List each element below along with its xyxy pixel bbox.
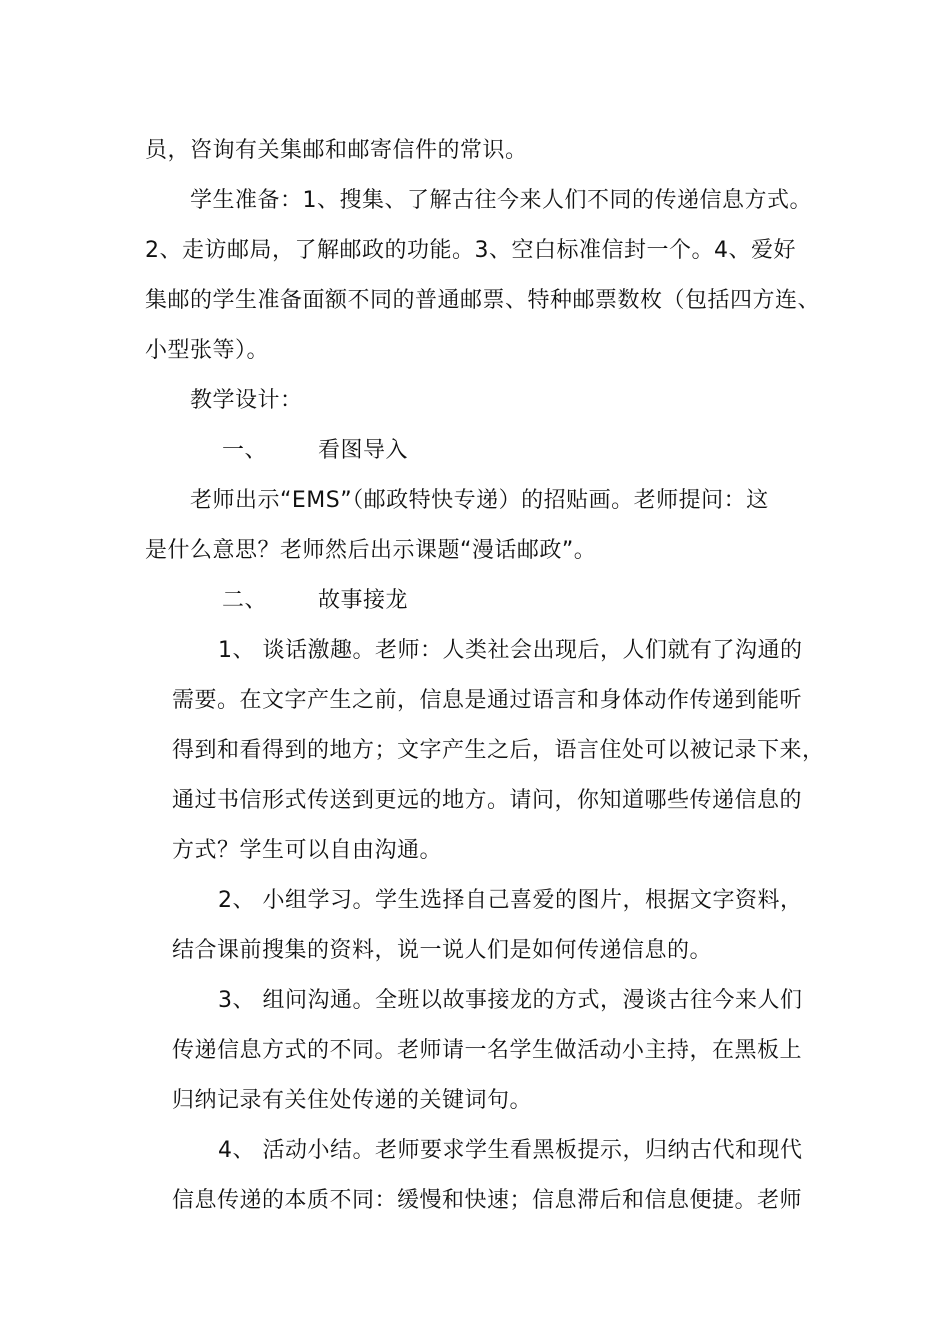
paragraph-line: 小型张等）。 bbox=[145, 338, 270, 363]
heading-title: 故事接龙 bbox=[318, 588, 409, 613]
section-heading: 教学设计： bbox=[190, 388, 303, 413]
list-item-line: 得到和看得到的地方；文字产生之后，语言住处可以被记录下来， bbox=[172, 738, 825, 763]
paragraph-line: 2、走访邮局，了解邮政的功能。3、空白标准信封一个。4、爱好 bbox=[145, 238, 796, 263]
heading-number: 二、 bbox=[222, 588, 268, 613]
list-item-line: 3、 组问沟通。全班以故事接龙的方式，漫谈古往今来人们 bbox=[218, 988, 803, 1013]
list-item-line: 4、 活动小结。老师要求学生看黑板提示，归纳古代和现代 bbox=[218, 1138, 803, 1163]
paragraph-line: 集邮的学生准备面额不同的普通邮票、特种邮票数枚（包括四方连、 bbox=[145, 288, 821, 313]
list-item-line: 2、 小组学习。学生选择自己喜爱的图片，根据文字资料， bbox=[218, 888, 803, 913]
list-item-line: 需要。在文字产生之前，信息是通过语言和身体动作传递到能听 bbox=[172, 688, 803, 713]
heading-title: 看图导入 bbox=[318, 438, 409, 463]
paragraph-line: 老师出示“EMS”（邮政特快专递）的招贴画。老师提问：这 bbox=[190, 488, 769, 513]
list-item-line: 方式？学生可以自由沟通。 bbox=[172, 838, 443, 863]
list-item-line: 信息传递的本质不同：缓慢和快速；信息滞后和信息便捷。老师 bbox=[172, 1188, 803, 1213]
list-item-line: 传递信息方式的不同。老师请一名学生做活动小主持，在黑板上 bbox=[172, 1038, 803, 1063]
list-item-line: 结合课前搜集的资料，说一说人们是如何传递信息的。 bbox=[172, 938, 713, 963]
paragraph-line: 员，咨询有关集邮和邮寄信件的常识。 bbox=[145, 138, 528, 163]
paragraph-line: 是什么意思？老师然后出示课题“漫话邮政”。 bbox=[145, 538, 597, 563]
heading-number: 一、 bbox=[222, 438, 268, 463]
list-item-line: 通过书信形式传送到更远的地方。请问，你知道哪些传递信息的 bbox=[172, 788, 803, 813]
list-item-line: 1、 谈话激趣。老师：人类社会出现后，人们就有了沟通的 bbox=[218, 638, 803, 663]
paragraph-line: 学生准备：1、搜集、了解古往今来人们不同的传递信息方式。 bbox=[190, 188, 812, 213]
list-item-line: 归纳记录有关住处传递的关键词句。 bbox=[172, 1088, 533, 1113]
